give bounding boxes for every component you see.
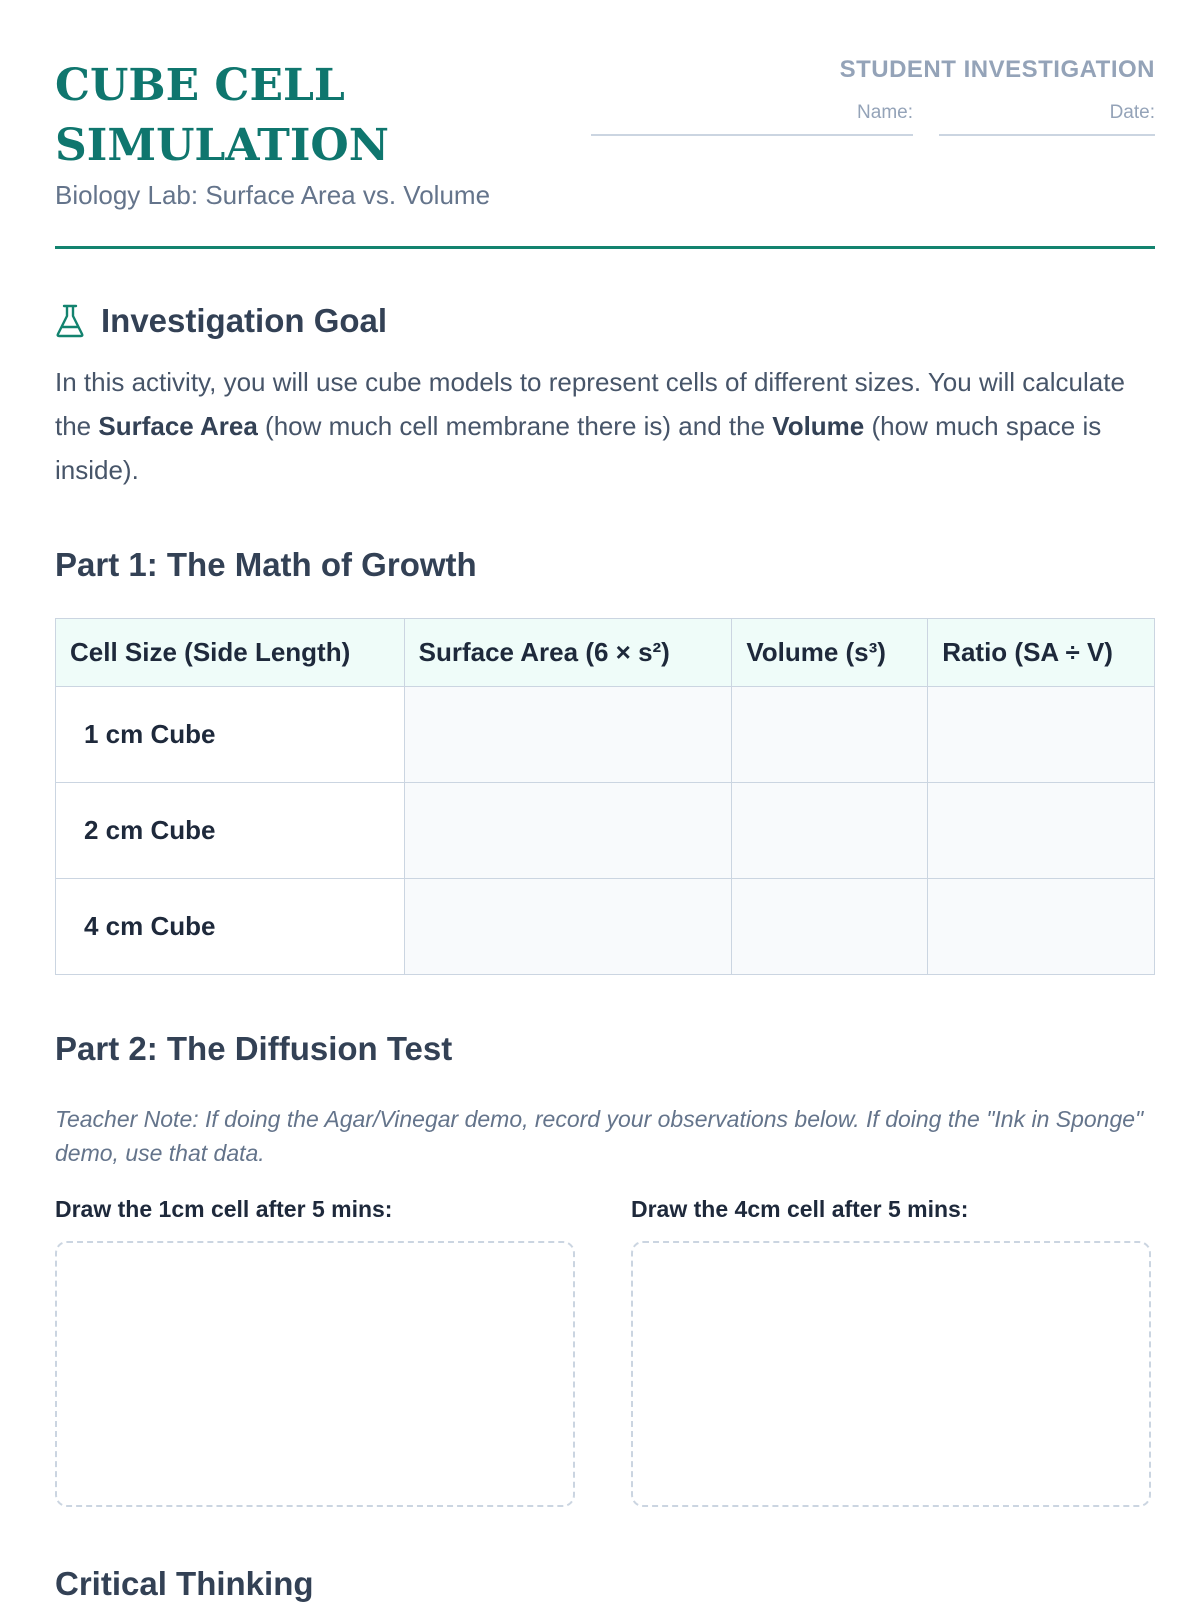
table-header-row [56, 619, 1155, 687]
draw-right-label: Draw the 4cm cell after 5 mins: [631, 1196, 969, 1222]
investigation-label: STUDENT INVESTIGATION [839, 56, 1155, 83]
name-label: Name: [857, 102, 913, 123]
goal-text-c: (how much space is inside). [55, 411, 1102, 485]
title-line-2: SIMULATION [55, 120, 389, 171]
volume-term: Volume [772, 411, 865, 441]
table-row [56, 879, 1155, 975]
table-row [56, 687, 1155, 783]
name-field[interactable] [591, 102, 913, 136]
goal-heading: Investigation Goal [101, 302, 388, 339]
volume-cell[interactable] [732, 783, 928, 879]
row-label: 4 cm Cube [56, 879, 405, 975]
goal-heading-row [55, 302, 387, 340]
row-label: 1 cm Cube [56, 687, 405, 783]
growth-table [55, 618, 1155, 975]
surface-area-term: Surface Area [98, 411, 258, 441]
worksheet-page [55, 0, 1155, 1602]
title-line-1: CUBE CELL [55, 60, 345, 111]
draw-left-label: Draw the 1cm cell after 5 mins: [55, 1196, 393, 1222]
volume-cell[interactable] [732, 879, 928, 975]
table-row [56, 783, 1155, 879]
ratio-cell[interactable] [928, 687, 1155, 783]
worksheet-title [55, 56, 389, 176]
worksheet-subtitle: Biology Lab: Surface Area vs. Volume [55, 180, 491, 210]
volume-cell[interactable] [732, 687, 928, 783]
part2-heading: Part 2: The Diffusion Test [55, 1030, 453, 1067]
teacher-note: Teacher Note: If doing the Agar/Vinegar demo, record your observations below. If doing the "Ink in Sponge" demo, use that data. [55, 1106, 1144, 1166]
column-header: Cell Size (Side Length) [56, 619, 405, 687]
flask-icon [55, 304, 85, 338]
surface-area-cell[interactable] [404, 879, 732, 975]
goal-text [55, 360, 1155, 492]
drawing-box-1cm[interactable] [55, 1241, 575, 1507]
part1-heading: Part 1: The Math of Growth [55, 546, 477, 583]
goal-text-b: (how much cell membrane there is) and the [257, 411, 773, 441]
column-header: Surface Area (6 × s²) [404, 619, 732, 687]
critical-thinking-heading: Critical Thinking [55, 1565, 314, 1602]
column-header: Volume (s³) [732, 619, 928, 687]
date-field[interactable] [939, 102, 1155, 136]
ratio-cell[interactable] [928, 879, 1155, 975]
surface-area-cell[interactable] [404, 783, 732, 879]
goal-text-a: In this activity, you will use cube models to represent cells of different sizes. You will calculate the [55, 367, 1125, 441]
ratio-cell[interactable] [928, 783, 1155, 879]
column-header: Ratio (SA ÷ V) [928, 619, 1155, 687]
drawing-box-4cm[interactable] [631, 1241, 1151, 1507]
row-label: 2 cm Cube [56, 783, 405, 879]
surface-area-cell[interactable] [404, 687, 732, 783]
worksheet-header [55, 0, 1155, 249]
date-label: Date: [1109, 102, 1155, 123]
